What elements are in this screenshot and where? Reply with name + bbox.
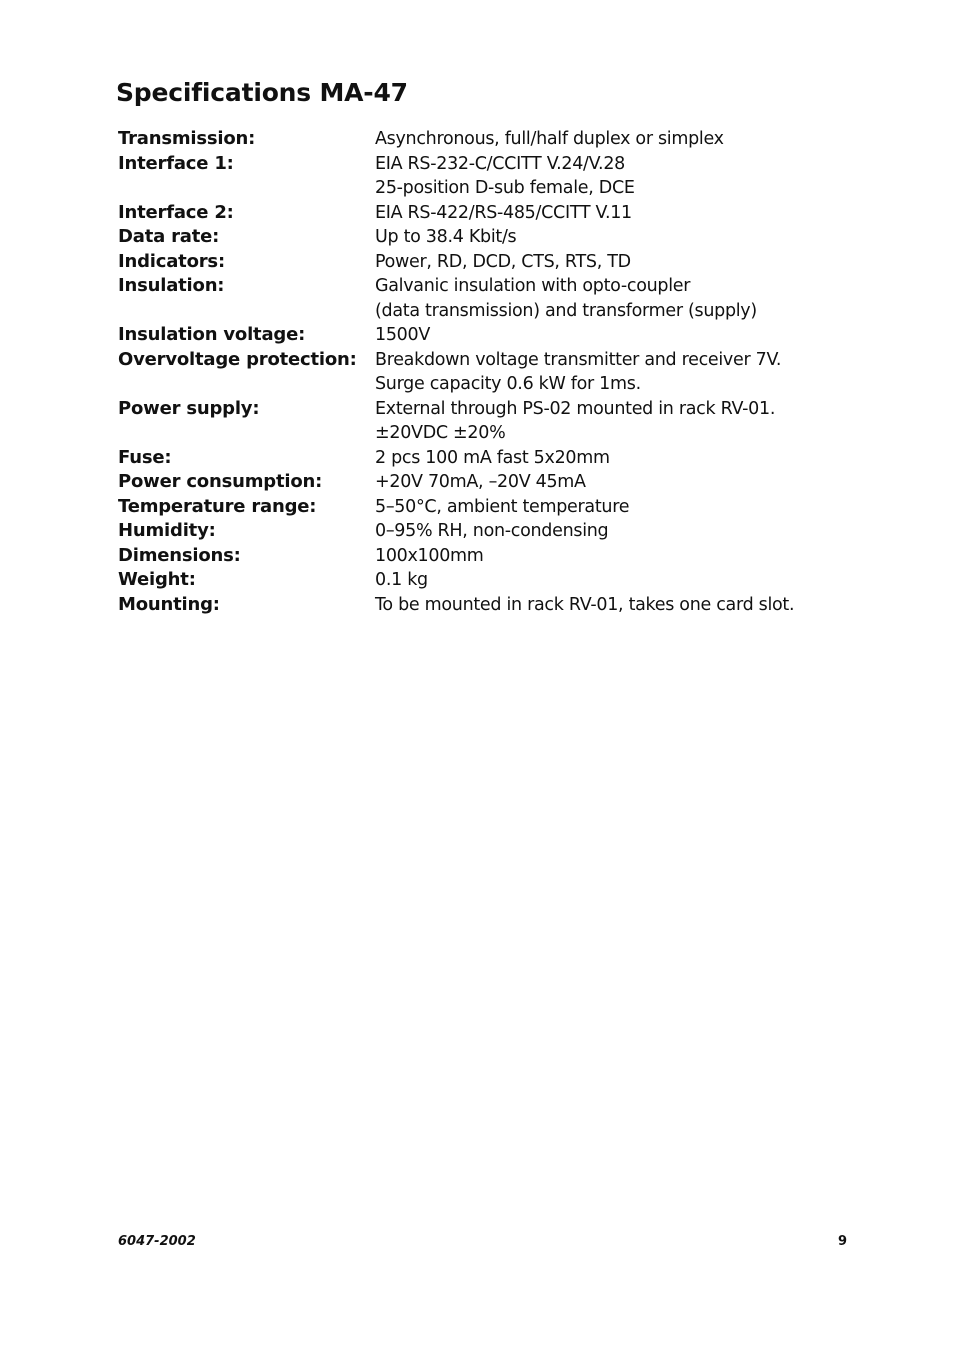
spec-row-power-supply xyxy=(118,397,878,446)
spec-label: Temperature range: xyxy=(118,495,317,517)
spec-values xyxy=(375,250,878,275)
spec-label: Dimensions: xyxy=(118,544,241,566)
spec-value: EIA RS-232-C/CCITT V.24/V.28 xyxy=(375,153,625,174)
spec-row-humidity xyxy=(118,519,878,544)
spec-values xyxy=(375,593,878,618)
spec-values xyxy=(375,544,878,569)
spec-row-insulation xyxy=(118,274,878,323)
spec-value: EIA RS-422/RS-485/CCITT V.11 xyxy=(375,202,632,223)
spec-row-interface-2 xyxy=(118,201,878,226)
spec-label: Humidity: xyxy=(118,520,216,541)
spec-values xyxy=(375,323,878,348)
spec-value: 25-position D-sub female, DCE xyxy=(375,178,635,198)
spec-label: Mounting: xyxy=(118,593,220,615)
spec-value: (data transmission) and transformer (supply) xyxy=(375,300,757,321)
spec-row-dimensions xyxy=(118,544,878,569)
spec-value: Galvanic insulation with opto-coupler xyxy=(375,276,691,296)
spec-label: Insulation: xyxy=(118,275,225,296)
spec-value: Up to 38.4 Kbit/s xyxy=(375,227,517,247)
spec-row-indicators xyxy=(118,250,878,275)
spec-value: 0–95% RH, non-condensing xyxy=(375,521,609,541)
spec-values xyxy=(375,127,878,152)
spec-value: 0.1 kg xyxy=(375,570,428,590)
page-number: 9 xyxy=(838,1234,848,1249)
spec-values xyxy=(375,225,878,250)
spec-label: Overvoltage protection: xyxy=(118,348,357,370)
specifications-table xyxy=(118,127,878,617)
spec-row-data-rate xyxy=(118,225,878,250)
spec-label: Data rate: xyxy=(118,226,220,247)
spec-value: External through PS-02 mounted in rack RV-01. xyxy=(375,398,776,419)
spec-value: 1500V xyxy=(375,325,431,345)
spec-values xyxy=(375,446,878,471)
spec-label: Fuse: xyxy=(118,446,172,468)
spec-label: Insulation voltage: xyxy=(118,324,306,345)
spec-value: Asynchronous, full/half duplex or simplex xyxy=(375,129,724,149)
spec-value: Power, RD, DCD, CTS, RTS, TD xyxy=(375,251,631,272)
spec-values xyxy=(375,519,878,544)
spec-value: 5–50°C, ambient temperature xyxy=(375,496,630,517)
spec-value: To be mounted in rack RV-01, takes one card slot. xyxy=(375,594,795,615)
spec-label: Transmission: xyxy=(118,128,256,149)
spec-values xyxy=(375,397,878,446)
spec-value: 100x100mm xyxy=(375,545,484,566)
spec-row-weight xyxy=(118,568,878,593)
spec-values xyxy=(375,495,878,520)
spec-row-overvoltage-protection xyxy=(118,348,878,397)
spec-label: Indicators: xyxy=(118,250,225,272)
spec-values xyxy=(375,152,878,201)
document-number: 6047-2002 xyxy=(118,1234,196,1249)
spec-values xyxy=(375,348,878,397)
spec-value: +20V 70mA, –20V 45mA xyxy=(375,472,586,492)
spec-value: Surge capacity 0.6 kW for 1ms. xyxy=(375,374,641,394)
spec-label: Weight: xyxy=(118,569,196,590)
spec-label: Interface 2: xyxy=(118,201,234,223)
spec-label: Interface 1: xyxy=(118,152,234,174)
spec-label: Power supply: xyxy=(118,397,260,419)
spec-row-temperature-range xyxy=(118,495,878,520)
spec-label: Power consumption: xyxy=(118,471,323,492)
spec-row-fuse xyxy=(118,446,878,471)
spec-values xyxy=(375,568,878,593)
page-title: Specifications MA-47 xyxy=(116,78,408,107)
spec-values xyxy=(375,470,878,495)
spec-value: ±20VDC ±20% xyxy=(375,423,506,443)
spec-row-transmission xyxy=(118,127,878,152)
spec-value: 2 pcs 100 mA fast 5x20mm xyxy=(375,447,610,468)
spec-row-insulation-voltage xyxy=(118,323,878,348)
spec-values xyxy=(375,274,878,323)
spec-row-interface-1 xyxy=(118,152,878,201)
spec-values xyxy=(375,201,878,226)
spec-row-mounting xyxy=(118,593,878,618)
spec-value: Breakdown voltage transmitter and receiver 7V. xyxy=(375,349,782,370)
spec-row-power-consumption xyxy=(118,470,878,495)
